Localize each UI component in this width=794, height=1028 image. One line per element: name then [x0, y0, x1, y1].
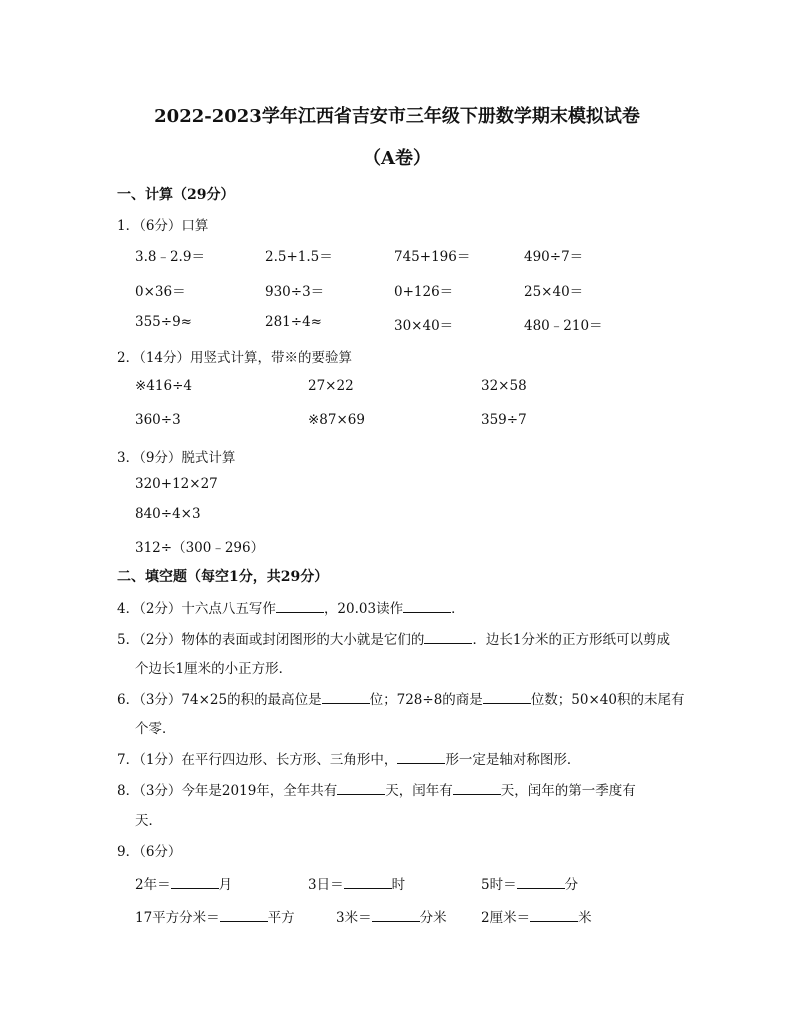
- exam-subtitle: （A卷）: [363, 148, 431, 169]
- answer-blank[interactable]: [344, 876, 392, 889]
- question-8-line2: 天．: [135, 813, 162, 829]
- answer-blank[interactable]: [220, 909, 268, 922]
- unit-conversion-item: [336, 906, 447, 926]
- step-calc-item: 320+12×27: [135, 476, 218, 492]
- conversion-unit: 分米: [419, 910, 447, 926]
- question-5-line2: 个边长1厘米的小正方形．: [135, 661, 293, 677]
- question-4-text: ，20.03读作: [323, 601, 404, 617]
- oral-calc-item: 2.5+1.5＝: [265, 249, 333, 265]
- oral-calc-item: 25×40＝: [524, 284, 584, 300]
- question-2-label: 2．（14分）用竖式计算，带※的要验算: [117, 350, 353, 366]
- conversion-text: 3米＝: [336, 910, 372, 926]
- question-6-text: 6．（3分）74×25的积的最高位是: [117, 692, 322, 708]
- conversion-text: 2年＝: [135, 877, 171, 893]
- oral-calc-item: 480﹣210＝: [524, 318, 603, 334]
- conversion-text: 3日＝: [308, 877, 344, 893]
- oral-calc-item: 355÷9≈: [135, 314, 192, 330]
- answer-blank[interactable]: [322, 691, 370, 704]
- unit-conversion-item: [135, 906, 295, 926]
- unit-conversion-item: [308, 873, 405, 893]
- question-5: [117, 628, 670, 648]
- vertical-calc-item: 32×58: [481, 378, 527, 394]
- conversion-unit: 米: [578, 910, 592, 926]
- oral-calc-item: 0+126＝: [394, 284, 454, 300]
- unit-conversion-item: [481, 873, 578, 893]
- vertical-calc-item: 359÷7: [481, 412, 527, 428]
- question-9-label: 9．（6分）: [117, 844, 182, 860]
- question-4-text: ．: [451, 601, 465, 617]
- section-heading-fill-in: 二、填空题（每空1分，共29分）: [117, 569, 329, 585]
- question-8-text: 天，闰年的第一季度有: [500, 783, 636, 799]
- step-calc-item: 840÷4×3: [135, 506, 201, 522]
- question-3-label: 3．（9分）脱式计算: [117, 450, 236, 466]
- question-8-text: 8．（3分）今年是2019年，全年共有: [117, 783, 338, 799]
- answer-blank[interactable]: [453, 782, 501, 795]
- question-6-text: 位；728÷8的商是: [369, 692, 483, 708]
- oral-calc-item: 930÷3＝: [265, 284, 325, 300]
- conversion-unit: 月: [218, 877, 233, 893]
- question-6: [117, 688, 684, 708]
- oral-calc-item: 3.8﹣2.9＝: [135, 249, 205, 265]
- oral-calc-item: 745+196＝: [394, 249, 471, 265]
- question-8-text: 天，闰年有: [385, 783, 453, 799]
- conversion-text: 5时＝: [481, 877, 517, 893]
- question-6-line2: 个零．: [135, 721, 176, 737]
- exam-title: 2022-2023学年江西省吉安市三年级下册数学期末模拟试卷: [154, 106, 640, 127]
- vertical-calc-item: ※87×69: [308, 412, 365, 428]
- section-heading-calc: 一、计算（29分）: [117, 187, 235, 203]
- question-5-text: 5．（2分）物体的表面或封闭图形的大小就是它们的: [117, 632, 425, 648]
- vertical-calc-item: 27×22: [308, 378, 354, 394]
- vertical-calc-item: 360÷3: [135, 412, 181, 428]
- answer-blank[interactable]: [483, 691, 531, 704]
- conversion-unit: 分: [564, 877, 579, 893]
- oral-calc-item: 490÷7＝: [524, 249, 584, 265]
- question-1-label: 1．（6分）口算: [117, 218, 209, 234]
- oral-calc-item: 281÷4≈: [265, 314, 322, 330]
- answer-blank[interactable]: [337, 782, 385, 795]
- unit-conversion-item: [481, 906, 592, 926]
- answer-blank[interactable]: [171, 876, 219, 889]
- oral-calc-item: 0×36＝: [135, 284, 186, 300]
- answer-blank[interactable]: [397, 751, 445, 764]
- answer-blank[interactable]: [403, 600, 451, 613]
- conversion-text: 17平方分米＝: [135, 910, 220, 926]
- answer-blank[interactable]: [424, 631, 472, 644]
- vertical-calc-item: ※416÷4: [135, 378, 192, 394]
- question-4-text: 4．（2分）十六点八五写作: [117, 601, 276, 617]
- answer-blank[interactable]: [276, 600, 324, 613]
- question-5-text: ．边长1分米的正方形纸可以剪成: [472, 632, 671, 648]
- conversion-unit: 平方: [267, 910, 295, 926]
- question-4: [117, 597, 465, 617]
- question-7-text: 7．（1分）在平行四边形、长方形、三角形中，: [117, 752, 398, 768]
- question-7-text: 形一定是轴对称图形．: [445, 752, 581, 768]
- conversion-unit: 时: [391, 877, 406, 893]
- question-6-text: 位数；50×40积的末尾有: [530, 692, 685, 708]
- unit-conversion-item: [135, 873, 232, 893]
- answer-blank[interactable]: [372, 909, 420, 922]
- conversion-text: 2厘米＝: [481, 910, 531, 926]
- question-8: [117, 779, 636, 799]
- question-7: [117, 748, 580, 768]
- oral-calc-item: 30×40＝: [394, 318, 454, 334]
- step-calc-item: 312÷（300﹣296）: [135, 540, 265, 556]
- answer-blank[interactable]: [530, 909, 578, 922]
- answer-blank[interactable]: [517, 876, 565, 889]
